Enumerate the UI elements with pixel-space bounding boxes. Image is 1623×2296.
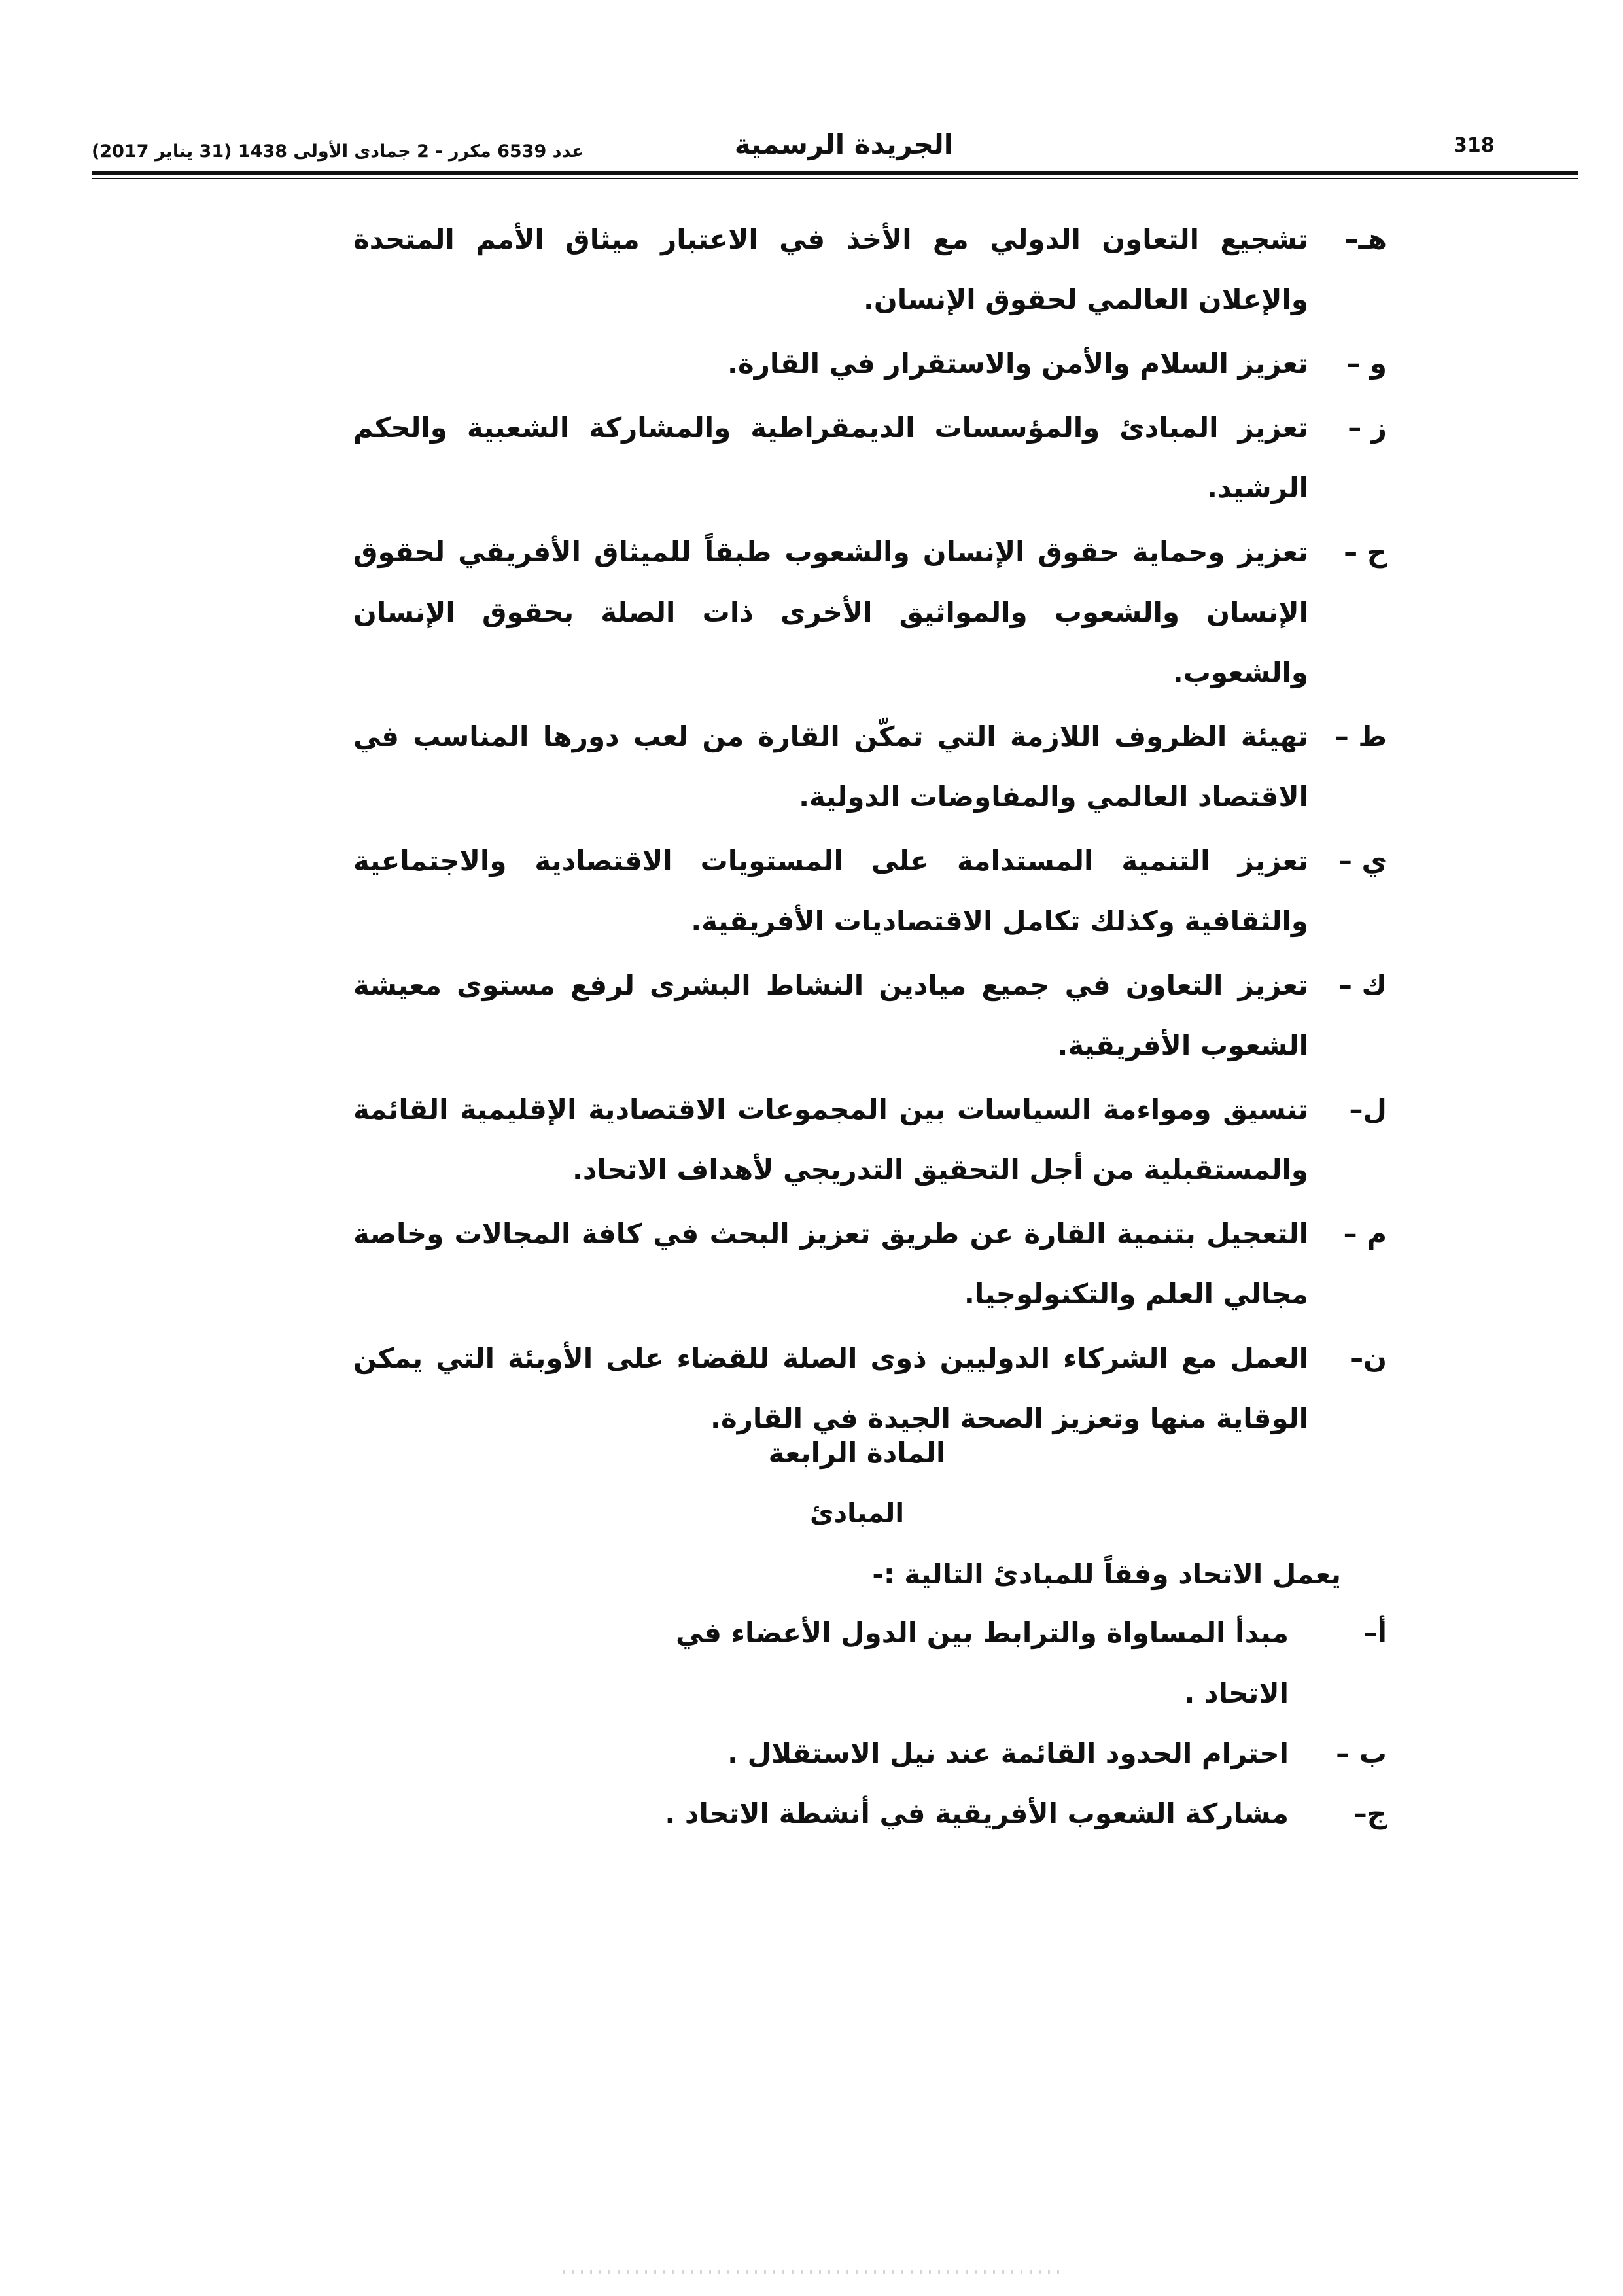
- gazette-title: الجريدة الرسمية: [734, 128, 954, 160]
- item-text: تنسيق ومواءمة السياسات بين المجموعات الاقتصادية الإقليمية القائمة والمستقبلية من أجل التحقيق التدريجي لأهداف الاتحاد.: [353, 1093, 1308, 1186]
- scan-specks: [563, 2270, 1060, 2274]
- objective-item: [353, 522, 1387, 703]
- item-text: تعزيز التعاون في جميع ميادين النشاط البشرى لرفع مستوى معيشة الشعوب الأفريقية.: [353, 969, 1308, 1061]
- item-marker: ي –: [1338, 845, 1387, 877]
- item-text: مبدأ المساواة والترابط بين الدول الأعضاء في الاتحاد .: [675, 1617, 1289, 1709]
- item-text: مشاركة الشعوب الأفريقية في أنشطة الاتحاد .: [665, 1797, 1289, 1829]
- objective-item: [353, 1204, 1387, 1324]
- item-text: تعزيز التنمية المستدامة على المستويات الاقتصادية والاجتماعية والثقافية وكذلك تكامل الاقتصاديات الأفريقية.: [353, 845, 1308, 937]
- objectives-list: [353, 209, 1387, 1453]
- item-marker: ل–: [1349, 1093, 1387, 1125]
- principles-list: [589, 1603, 1387, 1844]
- objective-item: [353, 334, 1387, 394]
- item-marker: م –: [1343, 1218, 1387, 1250]
- objective-item: [353, 955, 1387, 1076]
- principles-intro: يعمل الاتحاد وفقاً للمبادئ التالية :-: [872, 1558, 1341, 1590]
- objective-item: [353, 707, 1387, 827]
- item-text: تعزيز وحماية حقوق الإنسان والشعوب طبقاً للميثاق الأفريقي لحقوق الإنسان والشعوب والمواثيق الأخرى ذات الصلة بحقوق الإنسان والشعوب.: [353, 536, 1308, 688]
- article-subtitle: المبادئ: [809, 1498, 905, 1528]
- article-heading: [726, 1423, 988, 1544]
- item-marker: ز –: [1348, 412, 1387, 444]
- item-text: تهيئة الظروف اللازمة التي تمكّن القارة من لعب دورها المناسب في الاقتصاد العالمي والمفاوضات الدولية.: [353, 720, 1308, 813]
- principle-item: [589, 1603, 1387, 1723]
- item-text: تشجيع التعاون الدولي مع الأخذ في الاعتبار ميثاق الأمم المتحدة والإعلان العالمي لحقوق الإنسان.: [353, 223, 1308, 315]
- item-text: تعزيز السلام والأمن والاستقرار في القارة.: [727, 347, 1308, 380]
- item-text: احترام الحدود القائمة عند نيل الاستقلال .: [727, 1737, 1289, 1769]
- item-marker: ج–: [1353, 1797, 1387, 1829]
- page-number: 318: [1454, 134, 1495, 157]
- objective-item: [353, 209, 1387, 330]
- objective-item: [353, 1080, 1387, 1200]
- item-text: العمل مع الشركاء الدوليين ذوى الصلة للقضاء على الأوبئة التي يمكن الوقاية منها وتعزيز الصحة الجيدة في القارة.: [353, 1342, 1308, 1434]
- objective-item: [353, 398, 1387, 518]
- item-text: التعجيل بتنمية القارة عن طريق تعزيز البحث في كافة المجالات وخاصة مجالي العلم والتكنولوجيا.: [353, 1218, 1308, 1310]
- item-marker: ط –: [1335, 720, 1387, 752]
- item-marker: هـ–: [1344, 223, 1387, 255]
- item-text: تعزيز المبادئ والمؤسسات الديمقراطية والمشاركة الشعبية والحكم الرشيد.: [353, 412, 1308, 504]
- issue-info: عدد 6539 مكرر - 2 جمادى الأولى 1438 (31 يناير 2017): [92, 141, 584, 162]
- item-marker: أ–: [1363, 1617, 1387, 1649]
- item-marker: ب –: [1336, 1737, 1387, 1769]
- objective-item: [353, 831, 1387, 951]
- item-marker: ك –: [1338, 969, 1387, 1001]
- principle-item: [589, 1723, 1387, 1784]
- item-marker: ن–: [1350, 1342, 1387, 1374]
- item-marker: و –: [1346, 347, 1387, 380]
- item-marker: ح –: [1344, 536, 1387, 568]
- article-title: المادة الرابعة: [768, 1437, 946, 1469]
- principle-item: [589, 1784, 1387, 1844]
- header-rule-thin: [92, 178, 1578, 179]
- header-rule: [92, 171, 1578, 175]
